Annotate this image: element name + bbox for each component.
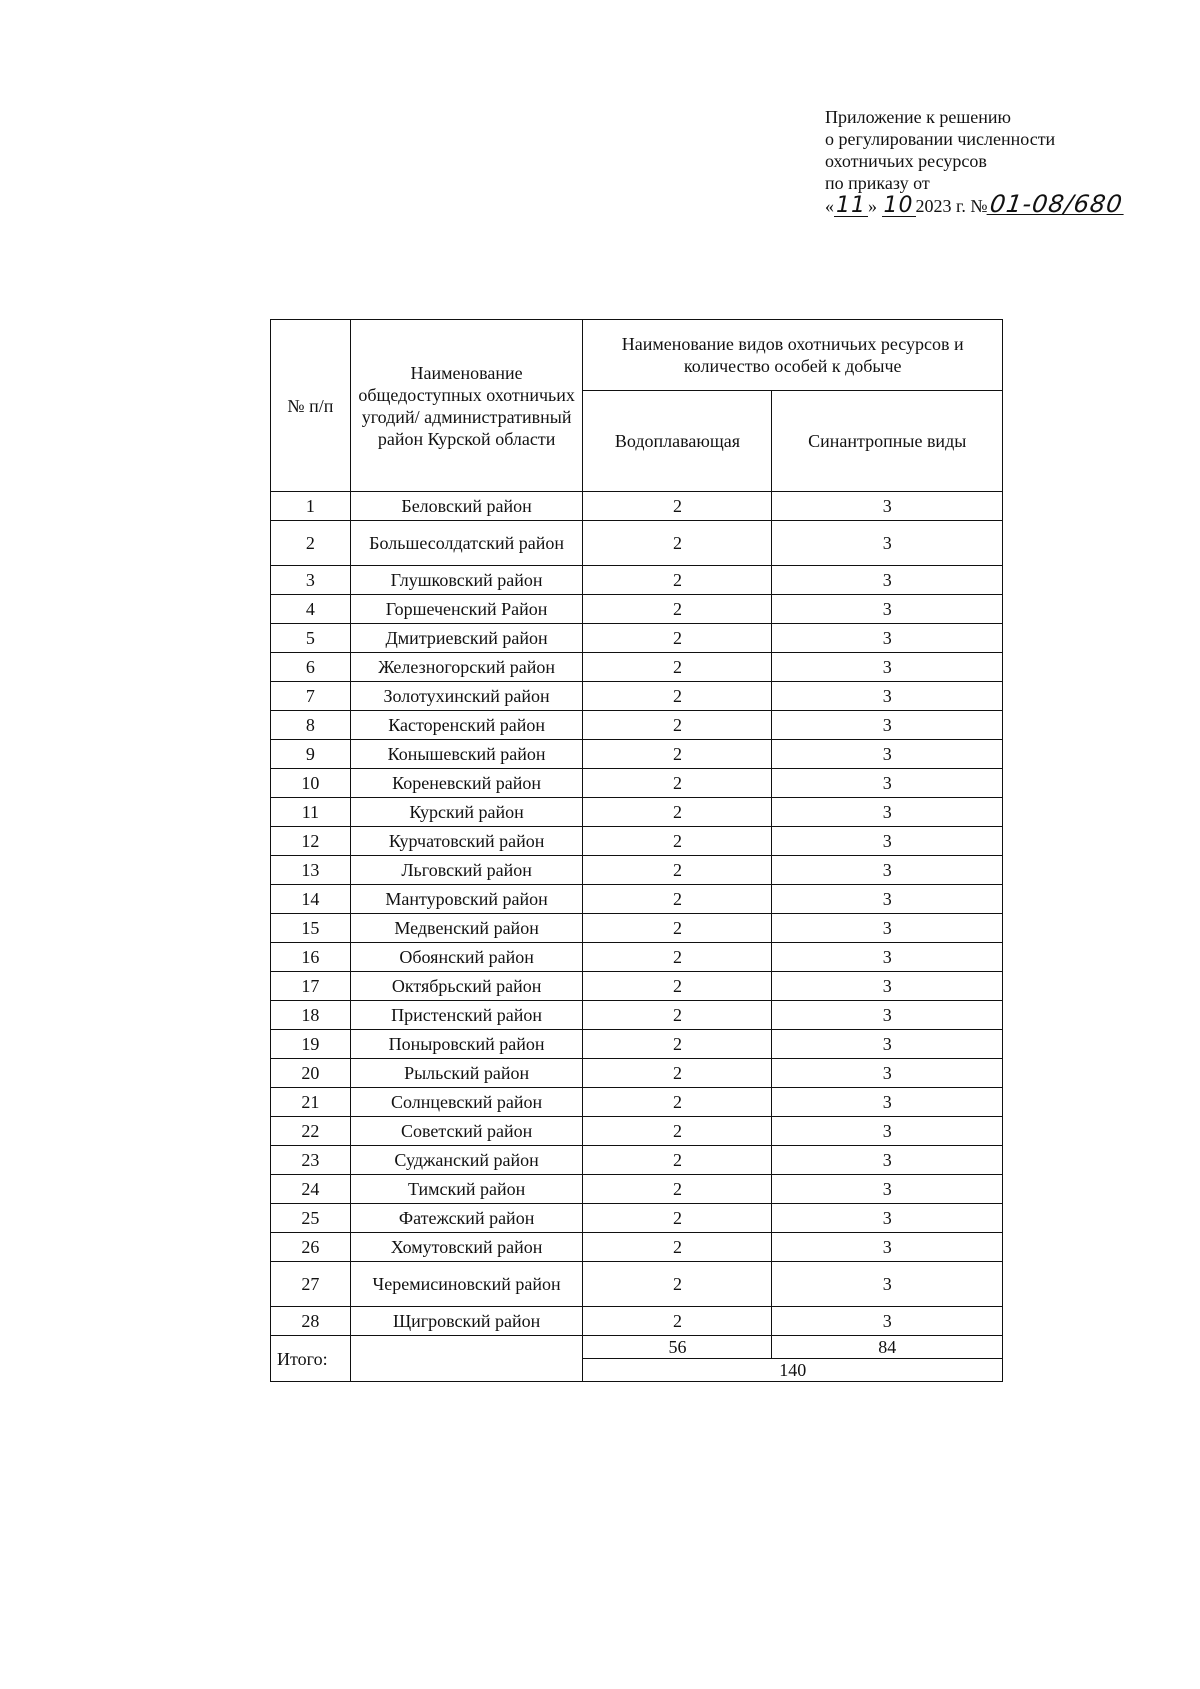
- row-number: 7: [271, 682, 351, 711]
- row-district: Советский район: [350, 1117, 583, 1146]
- row-waterfowl: 2: [583, 624, 772, 653]
- row-synanthropic: 3: [772, 798, 1003, 827]
- table-row: [271, 1001, 1003, 1030]
- col-group-header: Наименование видов охотничьих ресурсов и количество особей к добыче: [583, 320, 1003, 391]
- total-synanthropic: 84: [772, 1336, 1003, 1359]
- row-district: Солнцевский район: [350, 1088, 583, 1117]
- row-synanthropic: 3: [772, 1204, 1003, 1233]
- row-district: Тимский район: [350, 1175, 583, 1204]
- row-synanthropic: 3: [772, 1001, 1003, 1030]
- date-open-quote: «: [825, 196, 834, 216]
- table-row: [271, 1030, 1003, 1059]
- row-synanthropic: 3: [772, 740, 1003, 769]
- row-number: 14: [271, 885, 351, 914]
- table-row: [271, 1088, 1003, 1117]
- col-num-header: № п/п: [271, 320, 351, 492]
- row-number: 24: [271, 1175, 351, 1204]
- row-number: 2: [271, 521, 351, 566]
- row-synanthropic: 3: [772, 827, 1003, 856]
- header-line-4: по приказу от: [825, 173, 930, 193]
- row-district: Дмитриевский район: [350, 624, 583, 653]
- row-number: 19: [271, 1030, 351, 1059]
- date-month-handwritten: 10: [883, 193, 914, 218]
- grand-total: 140: [583, 1359, 1003, 1382]
- table-row: [271, 914, 1003, 943]
- date-day-handwritten: 11: [836, 193, 866, 218]
- row-district: Большесолдатский район: [350, 521, 583, 566]
- row-synanthropic: 3: [772, 624, 1003, 653]
- row-number: 17: [271, 972, 351, 1001]
- row-district: Пристенский район: [350, 1001, 583, 1030]
- table-row: [271, 769, 1003, 798]
- row-number: 23: [271, 1146, 351, 1175]
- date-close-quote: »: [868, 196, 877, 216]
- row-waterfowl: 2: [583, 492, 772, 521]
- row-number: 11: [271, 798, 351, 827]
- col-synanthropic-header: Синантропные виды: [772, 391, 1003, 492]
- row-synanthropic: 3: [772, 1307, 1003, 1336]
- row-synanthropic: 3: [772, 1175, 1003, 1204]
- row-district: Железногорский район: [350, 653, 583, 682]
- table-row: [271, 682, 1003, 711]
- table-row: [271, 653, 1003, 682]
- row-waterfowl: 2: [583, 1204, 772, 1233]
- row-district: Обоянский район: [350, 943, 583, 972]
- row-synanthropic: 3: [772, 1146, 1003, 1175]
- table-row: [271, 943, 1003, 972]
- row-district: Черемисиновский район: [350, 1262, 583, 1307]
- row-waterfowl: 2: [583, 521, 772, 566]
- row-synanthropic: 3: [772, 769, 1003, 798]
- row-waterfowl: 2: [583, 943, 772, 972]
- table-row: [271, 740, 1003, 769]
- order-number-handwritten: 01-08/680: [987, 190, 1125, 218]
- row-waterfowl: 2: [583, 566, 772, 595]
- row-district: Мантуровский район: [350, 885, 583, 914]
- table-row: [271, 1117, 1003, 1146]
- header-line-3: охотничьих ресурсов: [825, 151, 987, 171]
- row-district: Рыльский район: [350, 1059, 583, 1088]
- row-district: Курчатовский район: [350, 827, 583, 856]
- row-synanthropic: 3: [772, 885, 1003, 914]
- row-waterfowl: 2: [583, 653, 772, 682]
- table-row: [271, 1233, 1003, 1262]
- row-waterfowl: 2: [583, 1059, 772, 1088]
- row-district: Медвенский район: [350, 914, 583, 943]
- row-district: Курский район: [350, 798, 583, 827]
- row-district: Хомутовский район: [350, 1233, 583, 1262]
- row-waterfowl: 2: [583, 972, 772, 1001]
- row-synanthropic: 3: [772, 1088, 1003, 1117]
- row-number: 8: [271, 711, 351, 740]
- table-row: [271, 624, 1003, 653]
- row-district: Горшеченский Район: [350, 595, 583, 624]
- row-synanthropic: 3: [772, 943, 1003, 972]
- total-label: Итого:: [271, 1336, 351, 1382]
- total-empty-cell: [350, 1336, 583, 1382]
- row-synanthropic: 3: [772, 1059, 1003, 1088]
- table-row: [271, 1146, 1003, 1175]
- row-district: Октябрьский район: [350, 972, 583, 1001]
- header-line-1: Приложение к решению: [825, 107, 1011, 127]
- row-number: 9: [271, 740, 351, 769]
- row-synanthropic: 3: [772, 492, 1003, 521]
- row-district: Кореневский район: [350, 769, 583, 798]
- order-date-line: [825, 190, 1165, 218]
- row-number: 26: [271, 1233, 351, 1262]
- row-synanthropic: 3: [772, 1233, 1003, 1262]
- hunting-quota-table: [270, 319, 1003, 1382]
- table-row: [271, 595, 1003, 624]
- row-synanthropic: 3: [772, 1117, 1003, 1146]
- table-row: [271, 1262, 1003, 1307]
- row-number: 16: [271, 943, 351, 972]
- row-number: 1: [271, 492, 351, 521]
- row-number: 25: [271, 1204, 351, 1233]
- row-district: Фатежский район: [350, 1204, 583, 1233]
- row-synanthropic: 3: [772, 1262, 1003, 1307]
- table-row: [271, 566, 1003, 595]
- row-number: 6: [271, 653, 351, 682]
- row-waterfowl: 2: [583, 769, 772, 798]
- row-waterfowl: 2: [583, 885, 772, 914]
- row-synanthropic: 3: [772, 972, 1003, 1001]
- row-district: Льговский район: [350, 856, 583, 885]
- row-waterfowl: 2: [583, 1030, 772, 1059]
- row-synanthropic: 3: [772, 856, 1003, 885]
- row-number: 27: [271, 1262, 351, 1307]
- table-row: [271, 711, 1003, 740]
- row-number: 4: [271, 595, 351, 624]
- row-synanthropic: 3: [772, 521, 1003, 566]
- table-row: [271, 521, 1003, 566]
- row-waterfowl: 2: [583, 1262, 772, 1307]
- total-row: [271, 1336, 1003, 1359]
- table-body: [271, 492, 1003, 1336]
- row-synanthropic: 3: [772, 914, 1003, 943]
- row-number: 22: [271, 1117, 351, 1146]
- row-number: 21: [271, 1088, 351, 1117]
- row-district: Беловский район: [350, 492, 583, 521]
- row-district: Конышевский район: [350, 740, 583, 769]
- row-waterfowl: 2: [583, 856, 772, 885]
- table-row: [271, 1059, 1003, 1088]
- row-waterfowl: 2: [583, 1307, 772, 1336]
- table-row: [271, 972, 1003, 1001]
- row-waterfowl: 2: [583, 1233, 772, 1262]
- row-waterfowl: 2: [583, 1088, 772, 1117]
- row-number: 18: [271, 1001, 351, 1030]
- appendix-header: [825, 106, 1165, 217]
- table-row: [271, 885, 1003, 914]
- col-name-header: Наименование общедоступных охотничьих угодий/ административный район Курской области: [350, 320, 583, 492]
- col-waterfowl-header: Водоплавающая: [583, 391, 772, 492]
- row-waterfowl: 2: [583, 1001, 772, 1030]
- row-waterfowl: 2: [583, 595, 772, 624]
- header-line-2: о регулировании численности: [825, 129, 1056, 149]
- row-waterfowl: 2: [583, 914, 772, 943]
- row-district: Поныровский район: [350, 1030, 583, 1059]
- row-waterfowl: 2: [583, 827, 772, 856]
- row-synanthropic: 3: [772, 682, 1003, 711]
- row-synanthropic: 3: [772, 653, 1003, 682]
- row-number: 15: [271, 914, 351, 943]
- row-waterfowl: 2: [583, 1117, 772, 1146]
- row-synanthropic: 3: [772, 1030, 1003, 1059]
- row-district: Касторенский район: [350, 711, 583, 740]
- table-row: [271, 492, 1003, 521]
- table-row: [271, 1175, 1003, 1204]
- table-row: [271, 856, 1003, 885]
- row-district: Щигровский район: [350, 1307, 583, 1336]
- row-number: 5: [271, 624, 351, 653]
- row-synanthropic: 3: [772, 595, 1003, 624]
- row-number: 12: [271, 827, 351, 856]
- row-waterfowl: 2: [583, 682, 772, 711]
- row-waterfowl: 2: [583, 1175, 772, 1204]
- table-row: [271, 798, 1003, 827]
- row-waterfowl: 2: [583, 711, 772, 740]
- row-synanthropic: 3: [772, 711, 1003, 740]
- table-row: [271, 1204, 1003, 1233]
- row-waterfowl: 2: [583, 798, 772, 827]
- row-number: 10: [271, 769, 351, 798]
- table-row: [271, 1307, 1003, 1336]
- row-district: Суджанский район: [350, 1146, 583, 1175]
- row-number: 20: [271, 1059, 351, 1088]
- row-number: 3: [271, 566, 351, 595]
- date-year: 2023 г. №: [915, 196, 988, 216]
- row-synanthropic: 3: [772, 566, 1003, 595]
- row-district: Глушковский район: [350, 566, 583, 595]
- row-number: 28: [271, 1307, 351, 1336]
- total-waterfowl: 56: [583, 1336, 772, 1359]
- table-row: [271, 827, 1003, 856]
- row-number: 13: [271, 856, 351, 885]
- row-waterfowl: 2: [583, 1146, 772, 1175]
- row-district: Золотухинский район: [350, 682, 583, 711]
- row-waterfowl: 2: [583, 740, 772, 769]
